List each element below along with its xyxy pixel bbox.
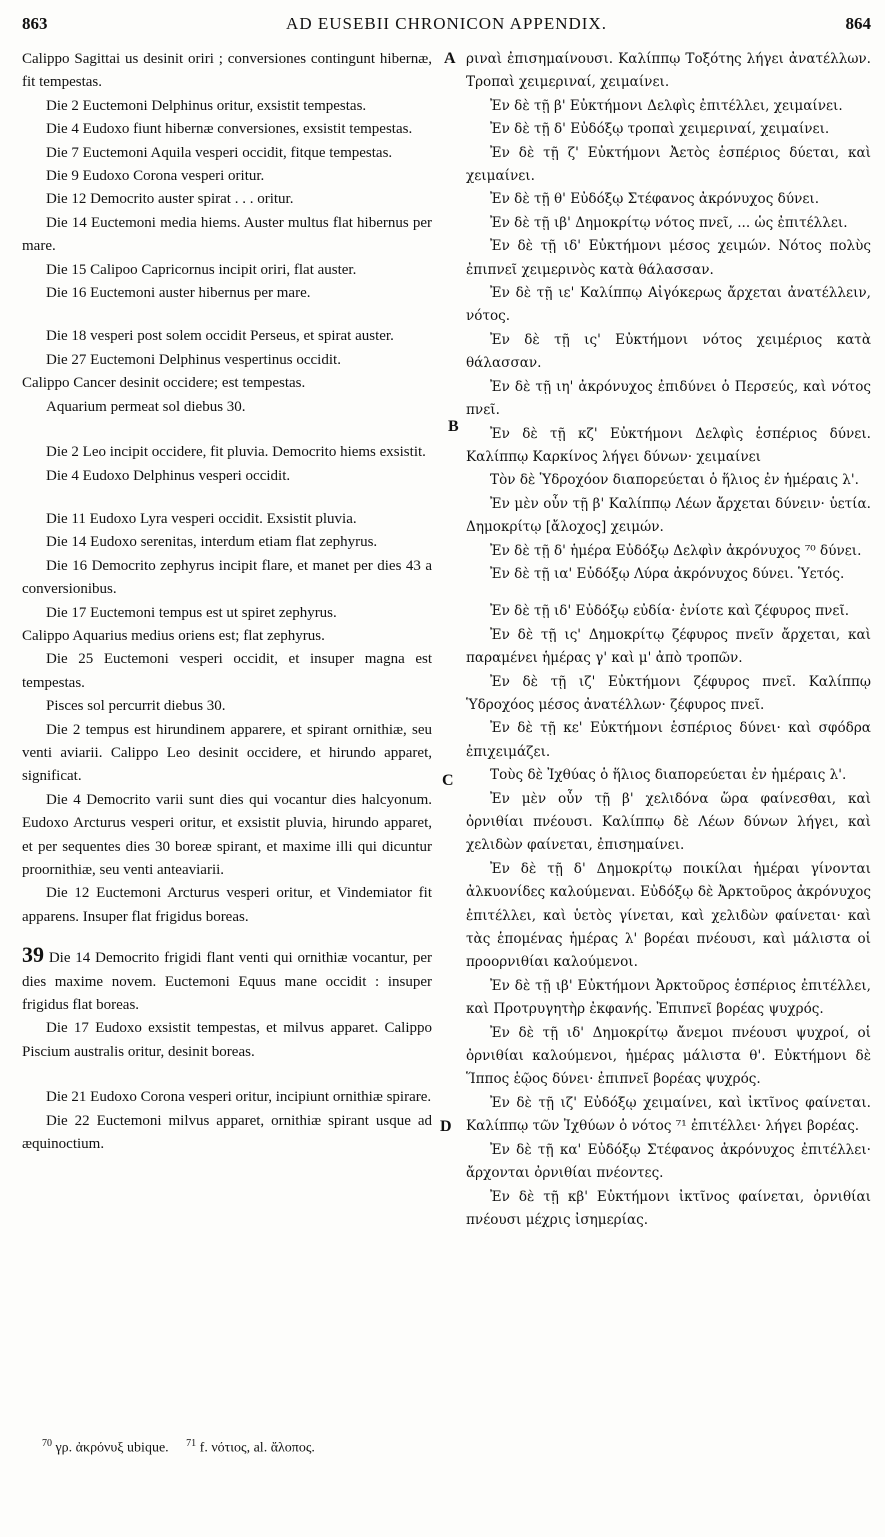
latin-paragraph <box>22 118 432 141</box>
paragraph-text: Ἐν δὲ τῇ κα' Εὐδόξῳ Στέφανος ἀκρόνυχος ἐπιτέλλει· ἄρχονται ὀρνιθίαι πνέοντες. <box>466 1141 871 1182</box>
footnote-number: 70 <box>42 1438 52 1449</box>
paragraph-text: Aquarium permeat sol diebus 30. <box>46 398 246 415</box>
paragraph-text: Die 14 Euctemoni media hiems. Auster multus flat hibernus per mare. <box>22 214 432 255</box>
paragraph-text: Die 2 Euctemoni Delphinus oritur, exsistit tempestas. <box>46 97 367 114</box>
margin-mark-d: D <box>440 1118 452 1135</box>
paragraph-text: Die 27 Euctemoni Delphinus vespertinus occidit. <box>46 351 341 368</box>
paragraph-text: Ἐν δὲ τῇ β' Εὐκτήμονι Δελφὶς ἐπιτέλλει, χειμαίνει. <box>490 97 843 114</box>
paragraph-text: Calippo Sagittai us desinit oriri ; conversiones contingunt hibernæ, fit tempestas. <box>22 51 432 91</box>
paragraph-text: ριναὶ ἐπισημαίνουσι. Καλίππῳ Τοξότης λήγει ἀνατέλλων. Τροπαὶ χειμεριναί, χειμαίνει. <box>466 51 871 91</box>
paragraph-text: Die 14 Democrito frigidi flant venti qui ornithiæ vocantur, per dies maxime novem. Euctemoni Equus mane occidit : insuper frigidus flat boreas. <box>22 950 432 1014</box>
greek-paragraph <box>466 858 871 975</box>
greek-paragraph <box>466 563 871 586</box>
greek-column <box>466 48 871 1232</box>
latin-paragraph <box>22 259 432 282</box>
paragraph-text: Die 12 Euctemoni Arcturus vesperi oritur, et Vindemiator fit apparens. Insuper flat frigidus boreas. <box>22 885 432 925</box>
latin-paragraph <box>22 165 432 188</box>
greek-paragraph <box>466 788 871 858</box>
page-header <box>22 14 871 42</box>
greek-paragraph <box>466 235 871 282</box>
latin-paragraph <box>22 602 432 625</box>
latin-paragraph <box>22 372 432 395</box>
margin-mark-c: C <box>442 772 454 789</box>
latin-column <box>22 48 432 1156</box>
greek-paragraph <box>466 118 871 141</box>
greek-paragraph <box>466 671 871 718</box>
latin-paragraph <box>22 719 432 789</box>
paragraph-text: Ἐν δὲ τῇ ζ' Εὐκτήμονι Ἀετὸς ἑσπέριος δύεται, καὶ χειμαίνει. <box>466 144 871 185</box>
paragraph-text: Ἐν δὲ τῇ ιδ' Δημοκρίτῳ ἄνεμοι πνέουσι ψυχροί, οἱ ὀρνιθίαι καλούμενοι, ἡμέρας μάλιστα θ'. Εὐκτήμονι δὲ Ἵππος ἑῷος δύνει· ἐπιπνεῖ βορέας ψυχρός. <box>466 1024 871 1088</box>
paragraph-text: Die 17 Eudoxo exsistit tempestas, et milvus apparet. Calippo Piscium australis oritur, desinit boreas. <box>22 1020 432 1060</box>
greek-paragraph <box>466 1139 871 1186</box>
paragraph-text: Die 2 Leo incipit occidere, fit pluvia. Democrito hiems exsistit. <box>46 444 426 461</box>
paragraph-text: Die 4 Eudoxo fiunt hibernæ conversiones, exsistit tempestas. <box>46 121 413 138</box>
greek-paragraph <box>466 329 871 376</box>
paragraph-text: Ἐν μὲν οὖν τῇ β' χελιδόνα ὥρα φαίνεσθαι, καὶ ὀρνιθίαι πνέουσι. Καλίππῳ δὲ Λέων δύνων λήγει, καὶ χελιδὼν φαίνεται, ἐπισημαίνει. <box>466 790 871 854</box>
paragraph-text: Ἐν δὲ τῇ ιβ' Δημοκρίτῳ νότος πνεῖ, ... ὡς ἐπιτέλλει. <box>490 214 848 231</box>
margin-mark-a: A <box>444 50 456 67</box>
paragraph-text: Die 7 Euctemoni Aquila vesperi occidit, fitque tempestas. <box>46 144 393 161</box>
footnote-number: 71 <box>186 1438 197 1449</box>
greek-paragraph <box>466 1186 871 1233</box>
greek-paragraph <box>466 600 871 623</box>
greek-paragraph <box>466 540 871 563</box>
latin-paragraph <box>22 441 432 464</box>
paragraph-text: Die 21 Eudoxo Corona vesperi oritur, incipiunt ornithiæ spirare. <box>46 1089 432 1106</box>
latin-paragraph <box>22 48 432 95</box>
paragraph-text: Ἐν δὲ τῇ ις' Δημοκρίτῳ ζέφυρος πνεῖν ἄρχεται, καὶ παραμένει ἡμέρας γ' καὶ μ' ἀπὸ τροπῶν. <box>466 626 871 667</box>
greek-paragraph <box>466 282 871 329</box>
paragraph-text: Die 15 Calipoo Capricornus incipit oriri, flat auster. <box>46 261 357 278</box>
latin-paragraph <box>22 695 432 718</box>
greek-paragraph <box>466 95 871 118</box>
paragraph-text: Τὸν δὲ Ὑδροχόον διαπορεύεται ὁ ἥλιος ἐν ἡμέραις λ'. <box>490 472 859 489</box>
latin-paragraph <box>22 531 432 554</box>
greek-paragraph <box>466 376 871 423</box>
latin-paragraph <box>22 325 432 348</box>
paragraph-text: Die 11 Eudoxo Lyra vesperi occidit. Exsistit pluvia. <box>46 510 357 527</box>
latin-paragraph <box>22 282 432 305</box>
latin-paragraph <box>22 648 432 695</box>
paragraph-text: Ἐν δὲ τῇ ιε' Καλίππῳ Αἰγόκερως ἄρχεται ἀνατέλλειν, νότος. <box>466 285 871 325</box>
paragraph-text: Ἐν δὲ τῇ κζ' Εὐκτήμονι Δελφὶς ἑσπέριος δύνει. Καλίππῳ Καρκίνος λήγει δύνων· χειμαίνει <box>466 425 871 465</box>
paragraph-text: Die 4 Democrito varii sunt dies qui vocantur dies halcyonum. Eudoxo Arcturus vesperi oritur, et exsistit pluvia, hirundo apparet, et per sequentes dies 30 boreæ spirant, et maxime illi qui dicuntur proornithiæ, seu venti anteaviarii. <box>22 791 432 878</box>
paragraph-text: Die 2 tempus est hirundinem apparere, et spirant ornithiæ, seu venti aviarii. Calippo Leo desinit occidere, et hirundo apparet, significat. <box>22 721 432 785</box>
paragraph-text: Ἐν δὲ τῇ κε' Εὐκτήμονι ἑσπέριος δύνει· καὶ σφόδρα ἐπιχειμάζει. <box>466 720 871 760</box>
footnote-text: γρ. ἀκρόνυξ ubique. <box>52 1440 169 1456</box>
greek-paragraph <box>466 142 871 189</box>
greek-paragraph <box>466 188 871 211</box>
paragraph-text: Ἐν δὲ τῇ ιβ' Εὐκτήμονι Ἀρκτοῦρος ἑσπέριος ἐπιτέλλει, καὶ Προτρυγητὴρ ἐκφανής. Ἐπιπνεῖ βορέας ψυχρός. <box>466 977 871 1018</box>
latin-paragraph <box>22 508 432 531</box>
latin-paragraph <box>22 212 432 259</box>
paragraph-text: Calippo Aquarius medius oriens est; flat zephyrus. <box>22 627 325 644</box>
paragraph-text: Ἐν δὲ τῇ ιδ' Εὐκτήμονι μέσος χειμών. Νότος πολὺς ἐπιπνεῖ χειμερινὸς κατὰ θάλασσαν. <box>466 238 871 278</box>
paragraph-text: Ἐν δὲ τῇ ις' Εὐκτήμονι νότος χειμέριος κατὰ θάλασσαν. <box>466 331 871 372</box>
paragraph-text: Ἐν δὲ τῇ θ' Εὐδόξῳ Στέφανος ἀκρόνυχος δύνει. <box>490 191 820 208</box>
footnote-text: f. νότιος, al. ἄλοπος. <box>196 1440 315 1456</box>
greek-paragraph <box>466 764 871 787</box>
greek-paragraph <box>466 493 871 540</box>
latin-paragraph <box>22 1086 432 1109</box>
greek-paragraph <box>466 48 871 95</box>
greek-paragraph <box>466 1092 871 1139</box>
paragraph-text: Ἐν μὲν οὖν τῇ β' Καλίππῳ Λέων ἄρχεται δύνειν· ὑετία. Δημοκρίτῳ [ἄλοχος] χειμών. <box>466 495 871 536</box>
footnotes <box>42 1438 315 1457</box>
latin-paragraph <box>22 555 432 602</box>
paragraph-text: Die 16 Euctemoni auster hibernus per mare. <box>46 285 311 302</box>
paragraph-text: Ἐν δὲ τῇ ια' Εὐδόξῳ Λύρα ἀκρόνυχος δύνει. Ὑετός. <box>490 565 845 582</box>
latin-paragraph <box>22 789 432 883</box>
paragraph-text: Die 22 Euctemoni milvus apparet, ornithiæ spirant usque ad æquinoctium. <box>22 1112 432 1153</box>
latin-paragraph <box>22 95 432 118</box>
paragraph-text: Ἐν δὲ τῇ ιζ' Εὐκτήμονι ζέφυρος πνεῖ. Καλίππῳ Ὑδροχόος μέσος ἀνατέλλων· ζέφυρος πνεῖ. <box>466 673 871 713</box>
latin-paragraph <box>22 943 432 1017</box>
latin-paragraph <box>22 349 432 372</box>
latin-paragraph <box>22 396 432 419</box>
greek-paragraph <box>466 212 871 235</box>
latin-paragraph <box>22 188 432 211</box>
paragraph-text: Ἐν δὲ τῇ δ' Δημοκρίτῳ ποικίλαι ἡμέραι γίνονται ἀλκυονίδες καλούμεναι. Εὐδόξῳ δὲ Ἀρκτοῦρος ἀκρόνυχος ἐπιτέλλει, καὶ ὑετὸς γίνεται, καὶ χελιδὼν φαίνεται· καὶ τὰς ἑπομένας ἡμέρας λ' βορέαι πνέουσι, καὶ μάλιστα οἱ προορνιθίαι καλούμενοι. <box>466 860 871 971</box>
latin-paragraph <box>22 625 432 648</box>
paragraph-text: Ἐν δὲ τῇ ιζ' Εὐδόξῳ χειμαίνει, καὶ ἰκτῖνος φαίνεται. Καλίππῳ τῶν Ἰχθύων ὁ νότος ⁷¹ ἐπιτέλλει· λήγει βορέας. <box>466 1094 871 1135</box>
paragraph-text: Die 14 Eudoxo serenitas, interdum etiam flat zephyrus. <box>46 534 378 551</box>
paragraph-text: Ἐν δὲ τῇ δ' ἡμέρα Εὐδόξῳ Δελφὶν ἀκρόνυχος ⁷⁰ δύνει. <box>490 542 862 559</box>
paragraph-text: Die 25 Euctemoni vesperi occidit, et insuper magna est tempestas. <box>22 651 432 691</box>
greek-paragraph <box>466 975 871 1022</box>
latin-paragraph <box>22 882 432 929</box>
latin-paragraph <box>22 465 432 488</box>
paragraph-text: Die 12 Democrito auster spirat . . . oritur. <box>46 191 294 208</box>
greek-paragraph <box>466 469 871 492</box>
paragraph-text: Die 17 Euctemoni tempus est ut spiret zephyrus. <box>46 604 337 621</box>
latin-paragraph <box>22 142 432 165</box>
greek-paragraph <box>466 717 871 764</box>
greek-paragraph <box>466 423 871 470</box>
right-page-number: 864 <box>845 14 871 33</box>
running-title: AD EUSEBII CHRONICON APPENDIX. <box>286 14 607 33</box>
paragraph-text: Die 4 Eudoxo Delphinus vesperi occidit. <box>46 467 291 484</box>
paragraph-text: Ἐν δὲ τῇ ιη' ἀκρόνυχος ἐπιδύνει ὁ Περσεύς, καὶ νότος πνεῖ. <box>466 378 871 419</box>
paragraph-text: Ἐν δὲ τῇ δ' Εὐδόξῳ τροπαὶ χειμεριναί, χειμαίνει. <box>490 121 830 138</box>
paragraph-text: Calippo Cancer desinit occidere; est tempestas. <box>22 375 306 392</box>
margin-mark-b: B <box>448 418 459 435</box>
latin-paragraph <box>22 1110 432 1157</box>
left-page-number: 863 <box>22 14 48 33</box>
paragraph-text: Die 9 Eudoxo Corona vesperi oritur. <box>46 168 265 185</box>
greek-paragraph <box>466 1022 871 1092</box>
paragraph-text: Ἐν δὲ τῇ ιδ' Εὐδόξῳ εὐδία· ἐνίοτε καὶ ζέφυρος πνεῖ. <box>490 603 850 620</box>
paragraph-text: Die 18 vesperi post solem occidit Perseus, et spirat auster. <box>46 328 394 345</box>
section-number: 39 <box>22 942 44 968</box>
paragraph-text: Die 16 Democrito zephyrus incipit flare, et manet per dies 43 a conversionibus. <box>22 557 432 598</box>
paragraph-text: Pisces sol percurrit diebus 30. <box>46 698 226 715</box>
paragraph-text: Ἐν δὲ τῇ κβ' Εὐκτήμονι ἰκτῖνος φαίνεται, ὀρνιθίαι πνέουσι μέχρις ἰσημερίας. <box>466 1188 871 1228</box>
greek-paragraph <box>466 624 871 671</box>
latin-paragraph <box>22 1017 432 1064</box>
paragraph-text: Τοὺς δὲ Ἰχθύας ὁ ἥλιος διαπορεύεται ἐν ἡμέραις λ'. <box>490 767 847 784</box>
